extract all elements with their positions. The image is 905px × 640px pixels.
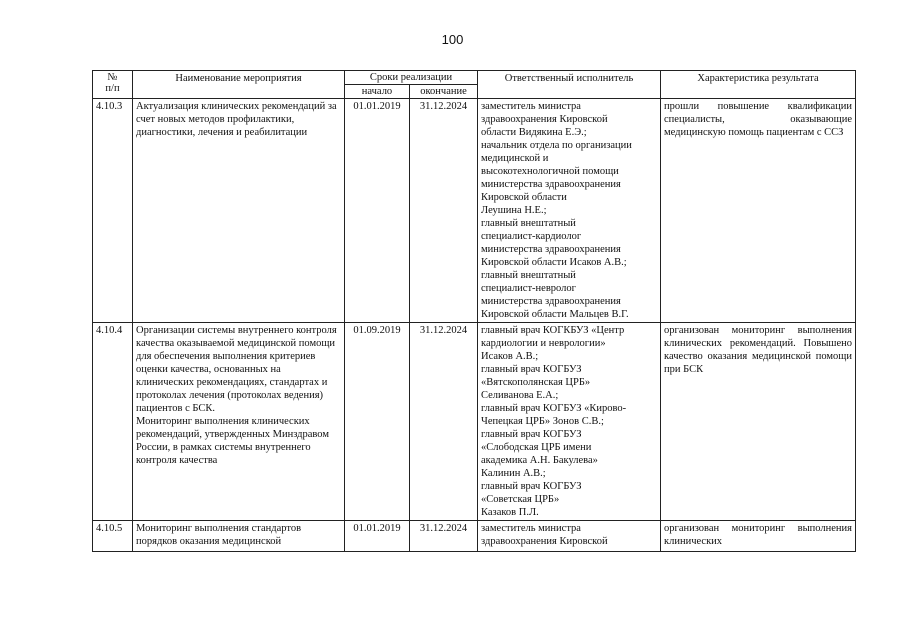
header-name: Наименование мероприятия (133, 71, 345, 99)
row-responsible: заместитель министра здравоохранения Кировской области Видякина Е.Э.; начальник отдела по организации медицинской и высокотехнологичной помощи министерства здравоохранения Кировской области Леушина Н.Е.; главный внештатный специалист-кардиолог министерства здравоохранения Кировской области Исаков А.В.; главный внештатный специалист-невролог министерства здравоохранения Кировской области Мальцев В.Г. (478, 99, 661, 323)
row-name: Актуализация клинических рекомендаций за счет новых методов профилактики, диагностики, лечения и реабилитации (133, 99, 345, 323)
row-result: прошли повышение квалификации специалисты, оказывающие медицинскую помощь пациентам с ССЗ (661, 99, 856, 323)
row-name: Мониторинг выполнения стандартов порядков оказания медицинской (133, 521, 345, 552)
row-start: 01.09.2019 (345, 323, 410, 521)
table-row (93, 521, 856, 552)
page-number: 100 (441, 32, 464, 47)
header-result: Характеристика результата (661, 71, 856, 99)
row-name: Организации системы внутреннего контроля качества оказываемой медицинской помощи для обеспечения выполнения критериев оценки качества, основанных на клинических рекомендациях, стандартах и протоколах лечения (протоколах ведения) пациентов с БСК. Мониторинг выполнения клинических рекомендаций, утвержденных Минздравом России, в рамках системы внутреннего контроля качества (133, 323, 345, 521)
table-row (93, 323, 856, 521)
header-num-line2: п/п (105, 83, 120, 94)
row-end: 31.12.2024 (410, 521, 478, 552)
row-start: 01.01.2019 (345, 521, 410, 552)
header-num-line1: № (107, 72, 118, 83)
header-end: окончание (410, 85, 478, 99)
row-responsible: главный врач КОГКБУЗ «Центр кардиологии и неврологии» Исаков А.В.; главный врач КОГБУЗ «Вятскополянская ЦРБ» Селиванова Е.А.; главный врач КОГБУЗ «Кирово- Чепецкая ЦРБ» Зонов С.В.; главный врач КОГБУЗ «Слободская ЦРБ имени академика А.Н. Бакулева» Калинин А.В.; главный врач КОГБУЗ «Советская ЦРБ» Казаков П.Л. (478, 323, 661, 521)
header-num (93, 71, 133, 99)
row-end: 31.12.2024 (410, 323, 478, 521)
row-num: 4.10.5 (93, 521, 133, 552)
row-responsible: заместитель министра здравоохранения Кировской (478, 521, 661, 552)
row-end: 31.12.2024 (410, 99, 478, 323)
row-num: 4.10.3 (93, 99, 133, 323)
header-start: начало (345, 85, 410, 99)
row-start: 01.01.2019 (345, 99, 410, 323)
header-terms: Сроки реализации (345, 71, 478, 85)
table-row (93, 99, 856, 323)
header-responsible: Ответственный исполнитель (478, 71, 661, 99)
header-row-top (93, 71, 856, 85)
row-num: 4.10.4 (93, 323, 133, 521)
row-result: организован мониторинг выполнения клинических (661, 521, 856, 552)
activities-table (92, 70, 856, 552)
row-result: организован мониторинг выполнения клинических рекомендаций. Повышено качество оказания медицинской помощи при БСК (661, 323, 856, 521)
